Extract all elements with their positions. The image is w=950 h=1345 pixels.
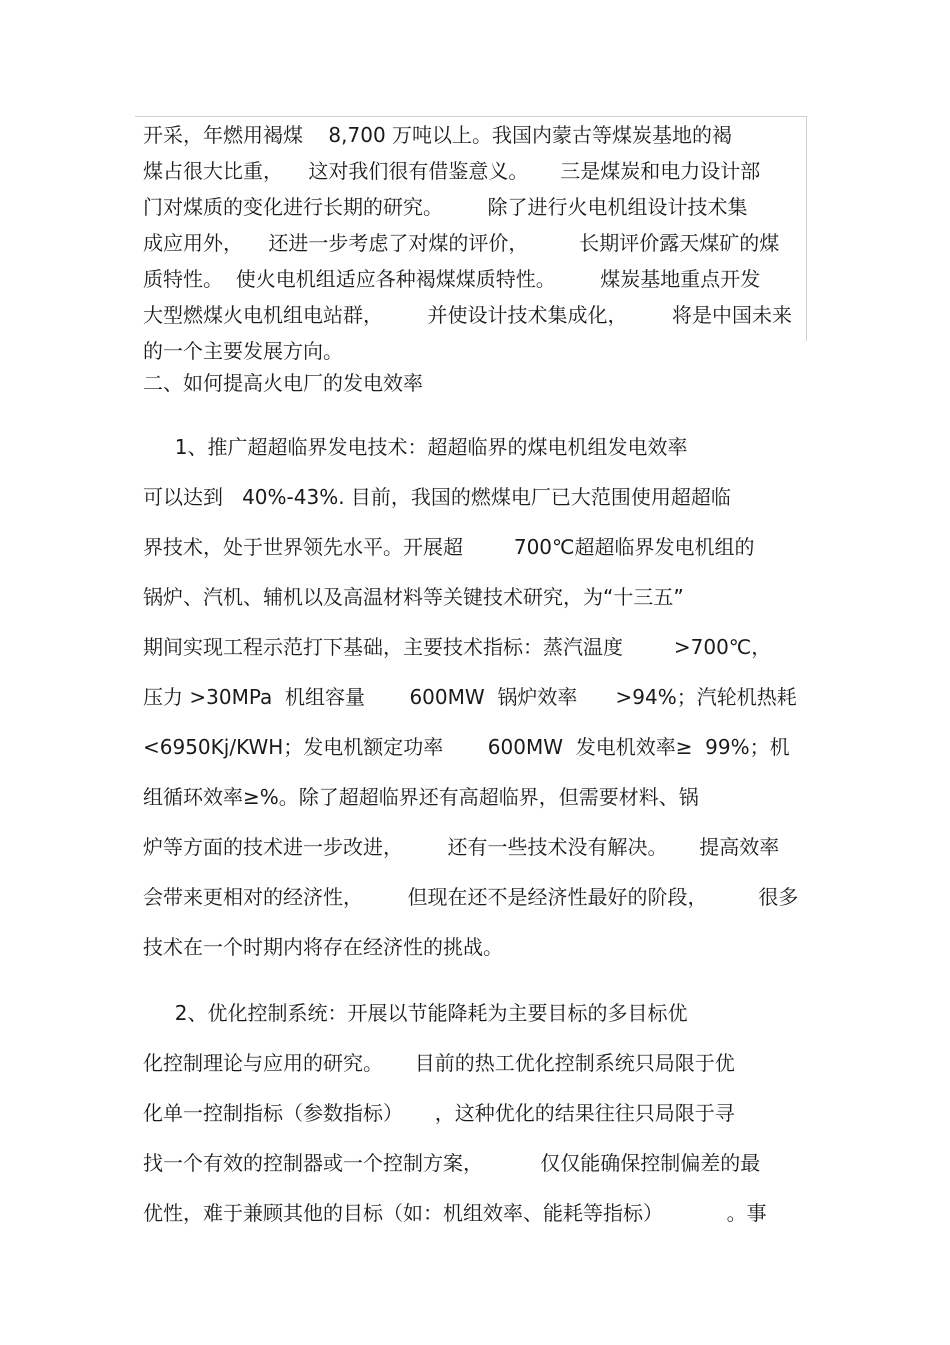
intro-line: 煤占很大比重， 这对我们很有借鉴意义。 三是煤炭和电力设计部 [143,159,761,183]
paragraph-line: 找一个有效的控制器或一个控制方案， 仅仅能确保控制偏差的最 [143,1151,761,1175]
intro-line: 成应用外， 还进一步考虑了对煤的评价， 长期评价露天煤矿的煤 [143,231,780,255]
paragraph-line: 压力 >30MPa 机组容量 600MW 锅炉效率 >94%；汽轮机热耗 [143,685,797,709]
intro-line: 开采，年燃用褐煤 8,700 万吨以上。我国内蒙古等煤炭基地的褐 [143,123,733,147]
intro-line: 大型燃煤火电机组电站群， 并使设计技术集成化， 将是中国未来 [143,303,793,327]
paragraph-line: 界技术，处于世界领先水平。开展超 700℃超超临界发电机组的 [143,535,755,559]
paragraph-line: 技术在一个时期内将存在经济性的挑战。 [143,935,503,959]
paragraph-line: 化控制理论与应用的研究。 目前的热工优化控制系统只局限于优 [143,1051,735,1075]
paragraph-line: <6950Kj/KWH；发电机额定功率 600MW 发电机效率≥ 99%；机 [143,735,790,759]
paragraph-line: 期间实现工程示范打下基础，主要技术指标：蒸汽温度 >700℃， [143,635,772,659]
paragraph-line: 化单一控制指标（参数指标） ，这种优化的结果往往只局限于寻 [143,1101,735,1125]
intro-line: 质特性。 使火电机组适应各种褐煤煤质特性。 煤炭基地重点开发 [143,267,761,291]
intro-line: 的一个主要发展方向。 [143,339,343,363]
paragraph-line: 1、推广超超临界发电技术：超超临界的煤电机组发电效率 [143,435,688,459]
section-heading: 二、如何提高火电厂的发电效率 [143,371,423,395]
paragraph-line: 锅炉、汽机、辅机以及高温材料等关键技术研究，为“十三五” [143,585,684,609]
paragraph-line: 2、优化控制系统：开展以节能降耗为主要目标的多目标优 [143,1001,688,1025]
paragraph-line: 组循环效率≥%。除了超超临界还有高超临界，但需要材料、锅 [143,785,699,809]
intro-line: 门对煤质的变化进行长期的研究。 除了进行火电机组设计技术集 [143,195,748,219]
paragraph-line: 炉等方面的技术进一步改进， 还有一些技术没有解决。 提高效率 [143,835,780,859]
paragraph-line: 优性，难于兼顾其他的目标（如：机组效率、能耗等指标） 。事 [143,1201,767,1225]
paragraph-line: 会带来更相对的经济性， 但现在还不是经济性最好的阶段， 很多 [143,885,799,909]
paragraph-line: 可以达到 40%-43%. 目前，我国的燃煤电厂已大范围使用超超临 [143,485,731,509]
